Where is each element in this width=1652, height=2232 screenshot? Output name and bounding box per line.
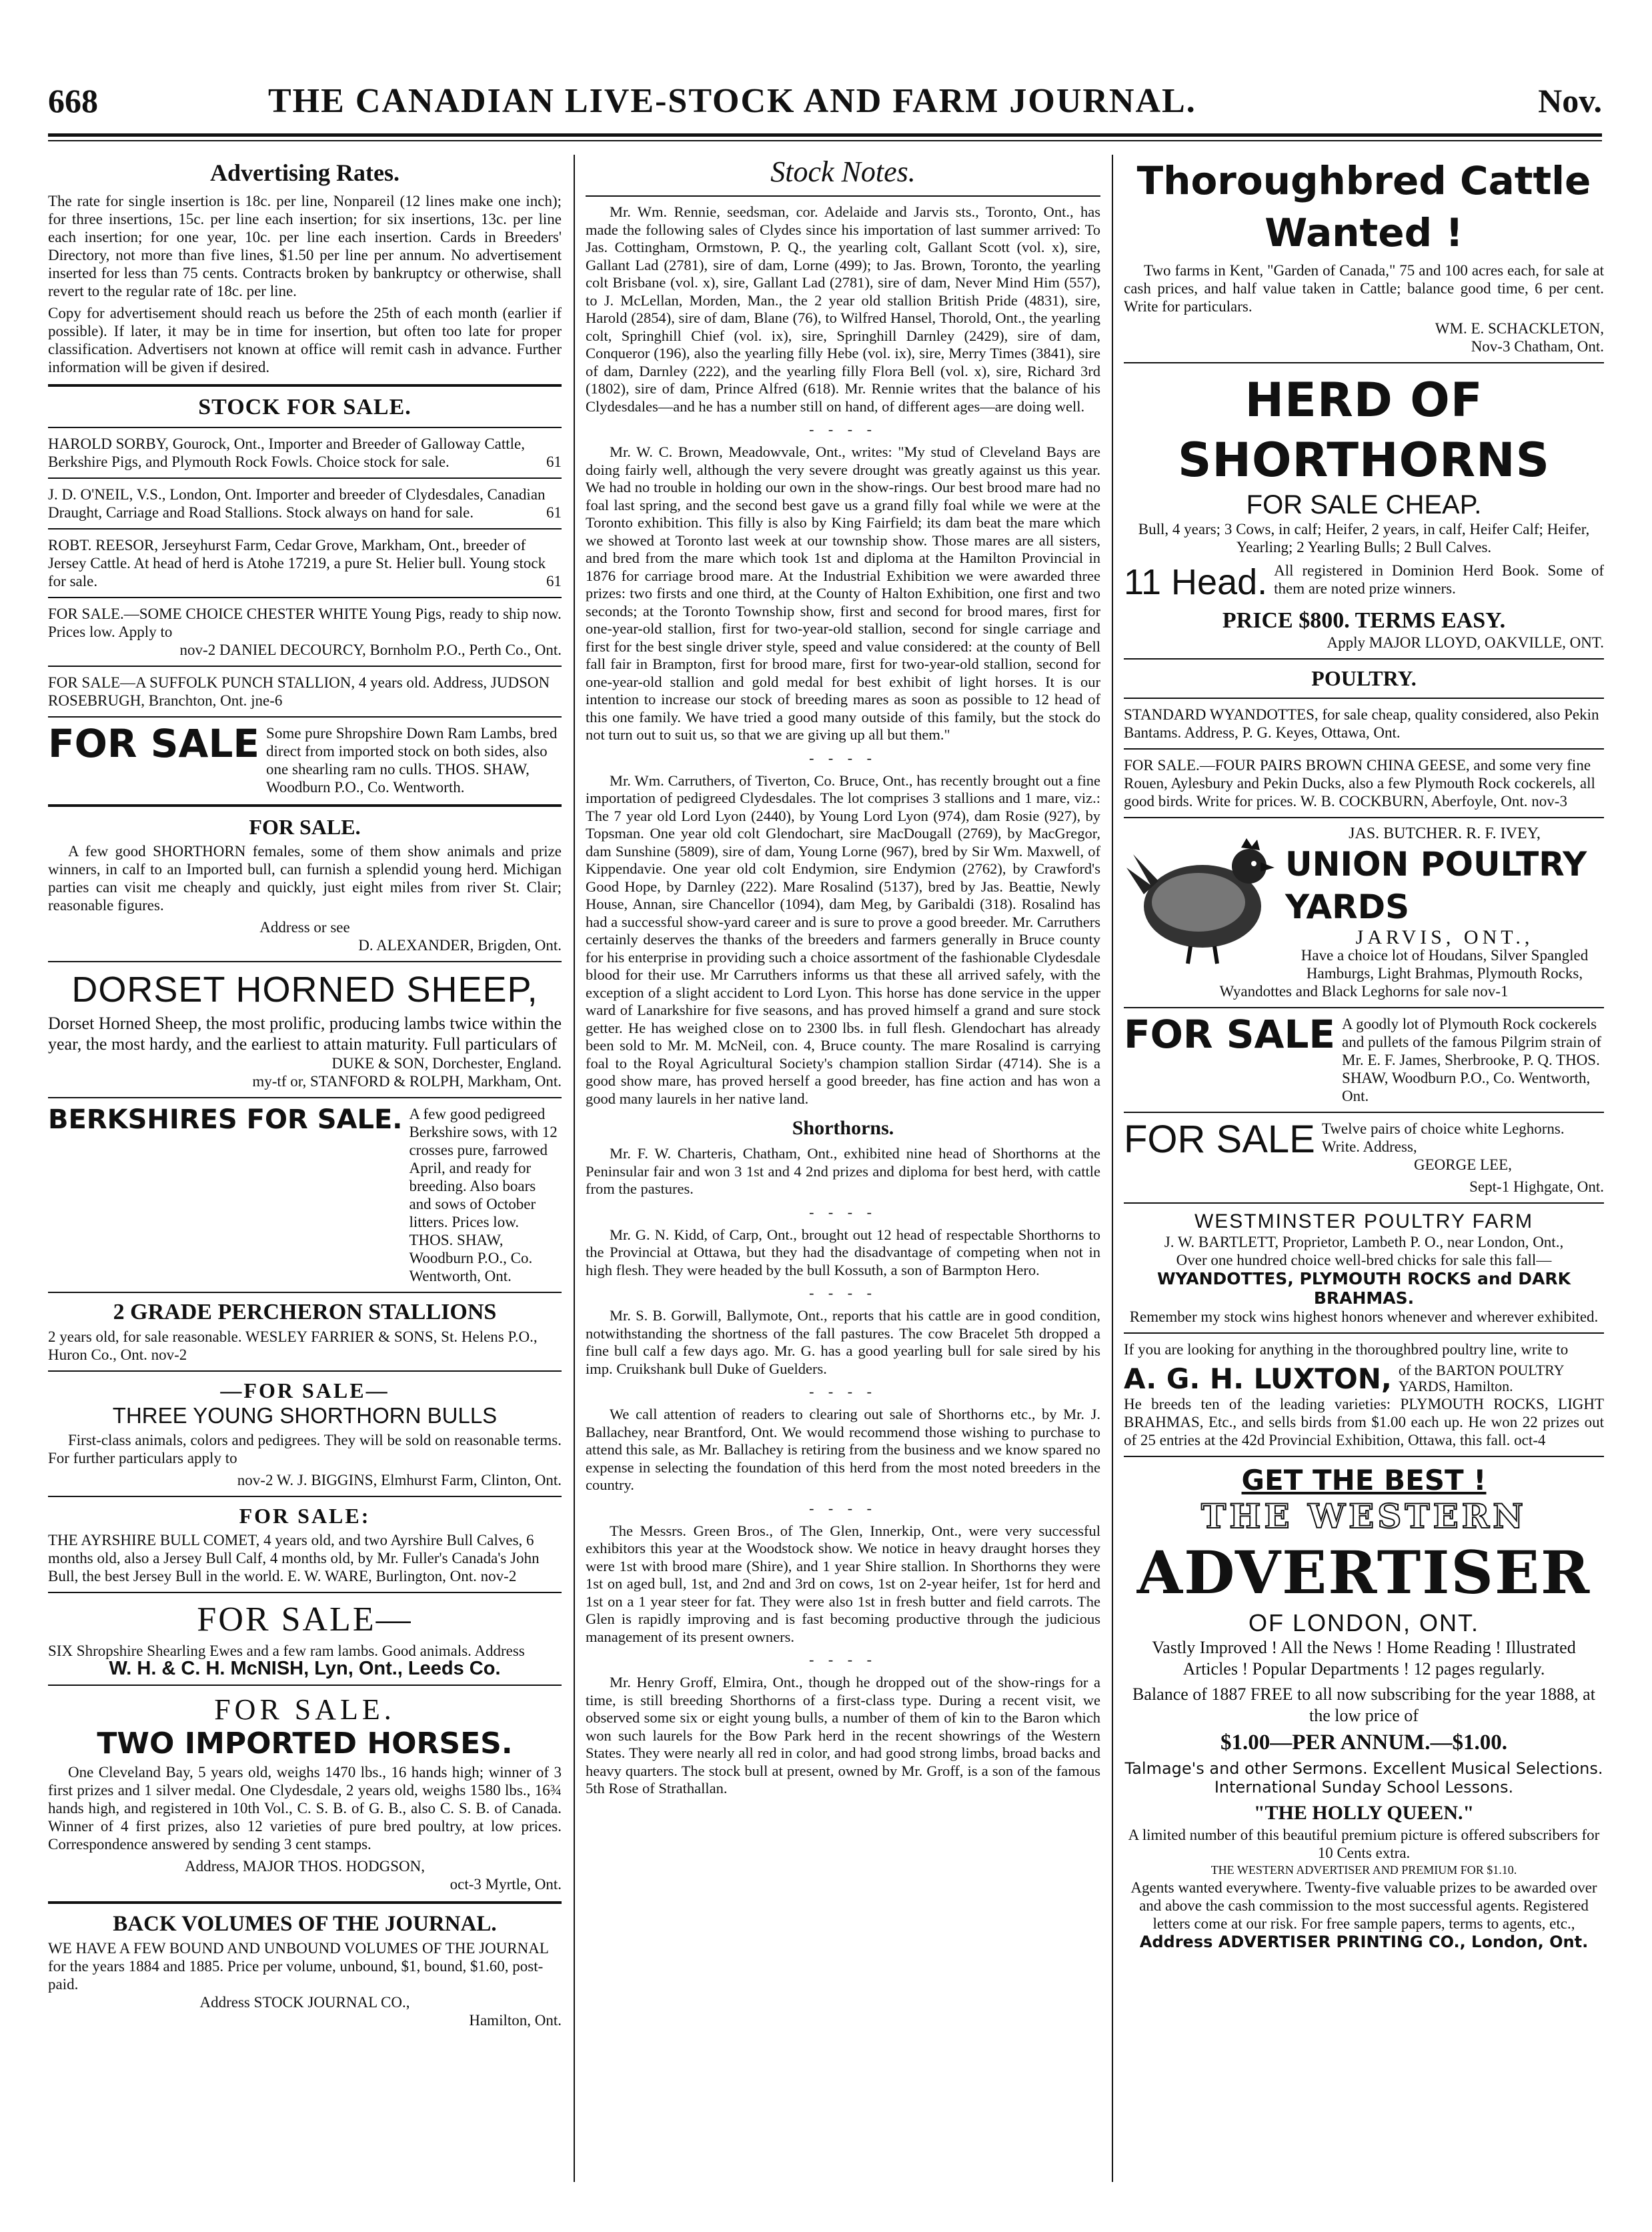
issue-month: Nov.	[1538, 82, 1602, 119]
luxton-yards: of the BARTON POULTRY YARDS, Hamilton.	[1398, 1362, 1564, 1394]
note-charteris: Mr. F. W. Charteris, Chatham, Ont., exhibited nine head of Shorthorns at the Peninsular fair and won 3 1st and 4 2nd prizes and diploma for best herd, with cattle from the pastures.	[586, 1145, 1100, 1197]
ad-berkshires: BERKSHIRES FOR SALE. A few good pedigreed Berkshire sows, with 12 crosses pure, farrowed April, and ready for breeding. Also boars and sows of October litters. Prices low. THOS. SHAW, Woodburn P.O., Co. Wentworth, Ont.	[48, 1104, 558, 1284]
ad-keyes: STANDARD WYANDOTTES, for sale cheap, quality considered, also Pekin Bantams. Address, P. G. Keyes, Ottawa, Ont.	[1124, 706, 1599, 741]
divider	[586, 195, 1100, 197]
premium-line: THE WESTERN ADVERTISER AND PREMIUM FOR $1.10.	[1210, 1863, 1517, 1877]
divider	[1124, 1007, 1604, 1008]
page-header	[48, 81, 1602, 129]
note-groff: Mr. Henry Groff, Elmira, Ont., though he dropped out of the show-rings for a time, is still breeding Shorthorns of a first-class type. During a recent visit, we observed some six or eight young bulls, a number of them of kin to the Baron which won such laurels for the Bow Park herd in the recent showrings of the Western States. They were nearly all red in color, and had good strong limbs, broad backs and heavy quarters. The stock bull at present, owned by Mr. Groff, is a son of the famous 5th Rose of Strathallan.	[586, 1674, 1100, 1797]
ad-sorby: HAROLD SORBY, Gourock, Ont., Importer and Breeder of Galloway Cattle, Berkshire Pigs, and Plymouth Rock Fowls. Choice stock for sale. 61	[48, 435, 562, 470]
note-brown: Mr. W. C. Brown, Meadowvale, Ont., writes: "My stud of Cleveland Bays are doing fairly well, although the very severe drought was greatly against us this year. We had no trouble in holding our own in the show-rings. Our best brood mare had no foal last spring, and the second best gave us a grand filly foal while we were at the Toronto exhibition. This filly is also by King Fairfield; its dam beat the mare which we showed at Toronto last week at our township show. Those mares are all sisters, and bred from the mare which took 1st and diploma at the Hamilton Provincial in 1876 for carriage brood mare. At the Industrial Exhibition we were awarded three prizes: two firsts and one third, at the County of Halton Exhibition, one first and two seconds; at the Toronto Township show, first and second for brood mares, first for one-year-old stallion, first for two-year-old stallion, second for single carriage and first for the best single driver style, speed and value considered: at the county of Bell fall fair in Brampton, first for brood mare, first for two-year-old stallion, second for one-year-old stallion and gold medal for best exhibit of light horses. It is our intention to increase our stock of breeding mares as soon as possible to 12 head of this one family. We have tried a good many outside of this family, but the stock do not turn out to suit us, so that we are giving up all but them."	[586, 443, 1100, 743]
separator: - - - -	[809, 1203, 877, 1220]
divider	[48, 1496, 562, 1497]
note-gorwill: Mr. S. B. Gorwill, Ballymote, Ont., reports that his cattle are in good condition, notwithstanding the shortness of the fall pastures. The cow Bracelet 5th dropped a fine bull calf a few days ago. Mr. G. has a good yearling bull for sale sired by his imp. Cruikshank bull Duke of Guelders.	[586, 1307, 1100, 1377]
leghorn-heading: FOR SALE	[1124, 1118, 1315, 1161]
get-the-best: GET THE BEST !	[1241, 1464, 1487, 1496]
column-divider-2	[1112, 155, 1113, 2182]
eleven-head: 11 Head.	[1124, 562, 1268, 602]
premium-text: A limited number of this beautiful premium picture is offered subscribers for 10 Cents extra.	[1128, 1827, 1600, 1861]
divider	[48, 1292, 562, 1293]
divider	[48, 961, 562, 962]
westminster-text: Over one hundred choice well-bred chicks for sale this fall—	[1176, 1252, 1552, 1268]
separator: - - - -	[809, 1651, 877, 1668]
westminster-note: Remember my stock wins highest honors whenever and wherever exhibited.	[1129, 1308, 1599, 1325]
ad-union-poultry: JAS. BUTCHER. R. F. IVEY, UNION POULTRY YARDS JARVIS, ONT., Have a choice lot of Houdans, Silver Spangled Hamburgs, Light Brahmas, Plymouth Rocks, Wyandottes and Black Leghorns for sale nov-1	[1124, 825, 1604, 1000]
berkshires-heading: BERKSHIRES FOR SALE.	[48, 1104, 403, 1135]
divider	[1124, 658, 1604, 660]
advertiser-price: $1.00—PER ANNUM.—$1.00.	[1220, 1731, 1507, 1755]
ad-ayrshire: THE AYRSHIRE BULL COMET, 4 years old, and two Ayrshire Bull Calves, 6 months old, also a Jersey Bull Calf, 4 months old, by Mr. Fuller's Canada's John Bull, the best Jersey Bull in the world. E. W. WARE, Burlington, Ont. nov-2	[48, 1532, 540, 1584]
ad-dorset: Dorset Horned Sheep, the most prolific, producing lambs twice within the year, the most hardy, and the earliest to attain maturity. Full particulars of DUKE & SON, Dorchester, England. my-tf or, STANFORD & ROLPH, Markham, Ont.	[48, 1014, 562, 1090]
note-kidd: Mr. G. N. Kidd, of Carp, Ont., brought out 12 head of respectable Shorthorns to the Provincial at Ottawa, but they had the disadvantage of competing when not in high flesh. They were headed by the bull Kossuth, a son of Barmpton Hero.	[586, 1226, 1100, 1278]
advertiser-printing: Address ADVERTISER PRINTING CO., London, Ont.	[1139, 1933, 1589, 1951]
for-sale-heading-4: FOR SALE—	[197, 1600, 413, 1638]
column-right	[1124, 155, 1604, 2205]
advertising-rates-title: Advertising Rates.	[210, 159, 399, 186]
three-bulls-heading: THREE YOUNG SHORTHORN BULLS	[112, 1403, 498, 1428]
hen-illustration-icon	[1124, 828, 1277, 968]
separator: - - - -	[809, 421, 877, 437]
ad-percheron: 2 years old, for sale reasonable. WESLEY FARRIER & SONS, St. Helens P.O., Huron Co., Ont. nov-2	[48, 1328, 538, 1363]
divider	[48, 477, 562, 479]
divider	[48, 1370, 562, 1372]
divider	[48, 804, 562, 807]
westminster-proprietor: J. W. BARTLETT, Proprietor, Lambeth P. O., near London, Ont.,	[1164, 1234, 1564, 1250]
divider	[48, 528, 562, 529]
ad-thoroughbred: Two farms in Kent, "Garden of Canada," 75 and 100 acres each, for sale at cash prices, and half value taken in Cattle; balance good time, 6 per cent. Write for particulars. WM. E. SCHACKLETON, Nov-3 Chatham, Ont.	[1124, 262, 1604, 355]
divider	[1124, 1332, 1604, 1334]
herd-title: HERD OF SHORTHORNS	[1177, 373, 1550, 487]
divider	[48, 716, 562, 718]
column-left	[48, 155, 562, 2205]
column-middle	[586, 155, 1100, 2205]
ad-plymouth: FOR SALE A goodly lot of Plymouth Rock cockerels and pullets of the famous Pilgrim strain of Mr. E. F. James, Sherbrooke, P. Q. THOS. SHAW, Woodburn P.O., Co. Wentworth, Ont.	[1124, 1012, 1602, 1104]
herd-subtitle: FOR SALE CHEAP.	[1246, 490, 1482, 519]
note-ballachey: We call attention of readers to clearing out sale of Shorthorns etc., by Mr. J. Ballachey, near Brantford, Ont. We would recommend those wishing to purchase to attend this sale, as Mr. Ballachey is retiring from the business and we know spared no expense in selecting the foundation of this herd from the most noted breeders in the country.	[586, 1406, 1100, 1493]
divider	[1124, 698, 1604, 699]
header-rule	[48, 133, 1602, 137]
advertiser-title: ADVERTISER	[1136, 1538, 1591, 1607]
herd-price: PRICE $800. TERMS EASY.	[1222, 608, 1506, 633]
luxton-intro: If you are looking for anything in the thoroughbred poultry line, write to	[1124, 1341, 1569, 1358]
leghorn-place: Sept-1 Highgate, Ont.	[1469, 1178, 1604, 1195]
ad-reesor: ROBT. REESOR, Jerseyhurst Farm, Cedar Grove, Markham, Ont., breeder of Jersey Cattle. At head of herd is Atohe 17219, a pure St. Helier bull. Young stock for sale. 61	[48, 537, 562, 590]
divider	[48, 1685, 562, 1686]
ad-leghorn: FOR SALE Twelve pairs of choice white Leghorns. Write. Address, GEORGE LEE,	[1124, 1118, 1565, 1173]
for-sale-heading-3: FOR SALE:	[239, 1504, 371, 1528]
divider	[48, 1901, 562, 1904]
column-divider-1	[574, 155, 575, 2182]
shorthorns-title: Shorthorns.	[792, 1117, 894, 1139]
holly-queen: "THE HOLLY QUEEN."	[1253, 1802, 1475, 1824]
luxton-name: A. G. H. LUXTON,	[1124, 1362, 1392, 1395]
divider	[48, 1097, 562, 1098]
back-volumes-title: BACK VOLUMES OF THE JOURNAL.	[113, 1912, 497, 1936]
journal-title: THE CANADIAN LIVE-STOCK AND FARM JOURNAL.	[268, 82, 1196, 120]
of-london: OF LONDON, ONT.	[1248, 1609, 1480, 1636]
herd-count-row	[1124, 562, 1604, 603]
divider	[1124, 817, 1604, 818]
for-sale-title: FOR SALE.	[249, 815, 361, 839]
divider	[1124, 1202, 1604, 1204]
note-carruthers: Mr. Wm. Carruthers, of Tiverton, Co. Bruce, Ont., has recently brought out a fine importation of pedigreed Clydesdales. The lot comprises 3 stallions and 1 mare, viz.: The 7 year old Lord Lyon (2440), by Young Lord Lyon (974), dam Rosie (927), by Topsman. One year old colt Glendochart, sire MacDougall (2769), by MacGregor, dam Sunshine (5809), sire of dam, Young Lorne (967), bred by Sir Wm. Maxwell, of Kippendavie. One year old colt Endymion, sire Endymion (2762), by Crawford's Good Hope, by Darnley (222). Mare Rosalind (5137), bred by Jas. Beattie, Newly House, Annan, sire Chancellor (1094), dam Meg, by Garibaldi (318). Rosalind has had a successful show-yard career and is sure to prove a good breeder. Mr. Carruthers certainly deserves the thanks of the breeders and farmers generally in Bruce county for his enterprise in providing such a choice assortment of the fashionable Clydesdale blood for their use. Mr Carruthers informs us that these all arrived safely, with the exception of a slight accident to Lord Lyon. This horse has done service in the upper ward of Lanarkshire for five seasons, and has proved himself a grand and sure stock getter. He has weighed close on to 2300 lbs. in full flesh. Glendochart has already been sold to Mr. M. McNeil, con. 4, Bruce county. The mare Rosalind is carrying foal to the Royal Agricultural Society's champion stallion Sirdar (4714). She is a good show mare, has proved herself a good breeder, has fine action and has won a good many laurels in her native land.	[586, 772, 1100, 1107]
stock-for-sale-title: STOCK FOR SALE.	[198, 395, 411, 419]
separator: - - - -	[809, 1284, 877, 1301]
dorset-title: DORSET HORNED SHEEP,	[71, 970, 538, 1010]
divider	[48, 597, 562, 598]
divider	[1124, 748, 1604, 750]
two-horses-heading: TWO IMPORTED HORSES.	[97, 1727, 513, 1761]
divider	[1124, 1112, 1604, 1113]
poultry-title: POULTRY.	[1311, 666, 1417, 690]
eleven-head-note: All registered in Dominion Herd Book. Some of them are noted prize winners.	[1274, 562, 1604, 597]
separator: - - - -	[809, 749, 877, 766]
ad-chester: FOR SALE.—SOME CHOICE CHESTER WHITE Young Pigs, ready to ship now. Prices low. Apply to nov-2 DANIEL DECOURCY, Bornholm P.O., Perth Co., Ont.	[48, 606, 562, 658]
note-rennie: Mr. Wm. Rennie, seedsman, cor. Adelaide and Jarvis sts., Toronto, Ont., has made the following sales of Clydes since his importation of last summer arrived: To Jas. Cottingham, Ormstown, P. Q., the yearling colt, Gallant Scott (vol. x), sire, Gallant Lad (2781), sire of dam, Lorne (499); to Jas. Brown, Toronto, the yearling colt Brisbane (vol. x), sire, Gallant Lad (2781), sire of dam, Never Mind Him (557), to J. McLellan, Morden, Man., the 2 year old stallion British Pride (4831), sire, Harold (2854), sire of dam, Blane (76), to Wilfred Hansel, Thorold, Ont., the yearling colt, Springhill Chief (vol. ix), sire, Springhill Darnley (2429), sire of dam, Conqueror (196), also the yearling filly Hebe (vol. ix), sire, Merry Times (3841), sire of dam, Darnley (222), and the yearling filly Flora Bell (vol. x), sire, Richard 3rd (1802), sire of dam, Prince Alfred (618). Mr. Rennie writes that the balance of his Clydesdales—and he has a number still on hand, of different ages—are doing well.	[586, 203, 1100, 415]
note-green-bros: The Messrs. Green Bros., of The Glen, Innerkip, Ont., were very successful exhibitors this year at the Woodstock show. We notice in heavy draught horses they were 1st with brood mare (Shire), and 1 year Shire stallion. In Shorthorns they were 1st on aged bull, 1st, and 2nd and 3rd on cows, 1st on 2-year heifer, 1st for herd and 1st on a 1 year steer for fat. They were also 1st in fresh butter and field carrots. The Glen is rapidly improving and is fast becoming productive through the judicious management of its present owners.	[586, 1522, 1100, 1645]
divider	[1124, 1456, 1604, 1457]
ad-shropshire: FOR SALE Some pure Shropshire Down Ram Lambs, bred direct from imported stock on both sides, also one shearling ram no culls. THOS. SHAW, Woodburn P.O., Co. Wentworth.	[48, 721, 558, 796]
agents-text: Agents wanted everywhere. Twenty-five valuable prizes to be awarded over and above the cash commission to the most successful agents. Registered letters come at our risk. For free sample papers, terms to agents, etc.,	[1130, 1879, 1597, 1932]
the-western: THE WESTERN	[1201, 1496, 1527, 1536]
herd-contact: Apply MAJOR LLOYD, OAKVILLE, ONT.	[1327, 634, 1604, 651]
for-sale-heading-2: —FOR SALE—	[220, 1378, 389, 1402]
divider	[48, 1592, 562, 1593]
union-title: UNION POULTRY YARDS	[1285, 845, 1587, 926]
divider	[48, 384, 562, 387]
ad-biggins: First-class animals, colors and pedigrees. They will be sold on reasonable terms. For further particulars apply to nov-2 W. J. BIGGINS, Elmhurst Farm, Clinton, Ont.	[48, 1432, 562, 1488]
divider	[48, 427, 562, 428]
percheron-title: 2 GRADE PERCHERON STALLIONS	[113, 1300, 497, 1324]
ad-suffolk: FOR SALE—A SUFFOLK PUNCH STALLION, 4 years old. Address, JUDSON ROSEBRUGH, Branchton, Ont. jne-6	[48, 674, 550, 709]
ad-geese: FOR SALE.—FOUR PAIRS BROWN CHINA GEESE, and some very fine Rouen, Aylesbury and Pekin Ducks, also a few Plymouth Rock cockerels, all good birds. Write for prices. W. B. COCKBURN, Aberfoyle, Ont. nov-3	[1124, 757, 1595, 810]
advertiser-talmage: Talmage's and other Sermons. Excellent Musical Selections. International Sunday School Lessons.	[1124, 1759, 1603, 1797]
westminster-title: WESTMINSTER POULTRY FARM	[1194, 1210, 1534, 1232]
stock-notes-title: Stock Notes.	[770, 155, 916, 188]
separator: - - - -	[809, 1383, 877, 1400]
ad-oneil: J. D. O'NEIL, V.S., London, Ont. Importer and breeder of Clydesdales, Canadian Draught, Carriage and Road Stallions. Stock always on hand for sale. 61	[48, 486, 562, 521]
separator: - - - -	[809, 1499, 877, 1516]
thoroughbred-title: Thoroughbred Cattle Wanted !	[1136, 158, 1591, 255]
divider	[1124, 362, 1604, 363]
ad-hodgson: One Cleveland Bay, 5 years old, weighs 1470 lbs., 16 hands high; winner of 3 first prizes and 1 silver medal. One Clydesdale, 2 years old, weighs 1580 lbs., 16¾ hands high, and registered in 10th Vol., C. S. B. of G. B., also C. S. B. of Canada. Winner of 4 first prizes, also 12 varieties of pure bred poultry, at low prices. Correspondence answered by sending 3 cent stamps. Address, MAJOR THOS. HODGSON, oct-3 Myrtle, Ont.	[48, 1764, 562, 1893]
ad-mcnish: SIX Shropshire Shearling Ewes and a few ram lambs. Good animals. Address W. H. & C. H. McNISH, Lyn, Ont., Leeds Co.	[48, 1642, 525, 1679]
luxton-text: He breeds ten of the leading varieties: PLYMOUTH ROCKS, LIGHT BRAHMAS, Etc., and sells birds from $1.00 each up. He won 22 prizes out of 25 entries at the 42d Provincial Exhibition, Ottawa, this fall. oct-4	[1124, 1396, 1604, 1448]
page-number: 668	[48, 82, 98, 119]
header-rule-thin	[48, 140, 1602, 141]
advertiser-improved: Vastly Improved ! All the News ! Home Reading ! Illustrated Articles ! Popular Departments ! 12 pages regularly.	[1152, 1638, 1576, 1679]
plymouth-heading: FOR SALE	[1124, 1012, 1336, 1057]
ad-back-volumes: WE HAVE A FEW BOUND AND UNBOUND VOLUMES OF THE JOURNAL for the years 1884 and 1885. Price per volume, unbound, $1, bound, $1.60, post-paid. Address STOCK JOURNAL CO., Hamilton, Ont.	[48, 1940, 562, 2029]
herd-detail: Bull, 4 years; 3 Cows, in calf; Heifer, 2 years, in calf, Heifer Calf; Heifer, Yearling; 2 Yearling Bulls; 2 Bull Calves.	[1138, 521, 1590, 555]
advertiser-balance: Balance of 1887 FREE to all now subscribing for the year 1888, at the low price of	[1132, 1685, 1595, 1725]
shropshire-heading: FOR SALE	[48, 721, 260, 766]
for-sale-heading-5: FOR SALE.	[214, 1693, 395, 1726]
advertising-rates-text-2: Copy for advertisement should reach us before the 25th of each month (earlier if possible). If later, it may be in time for insertion, but often too late for proper classification. Advertisers not known at office will remit cash in advance. Further information will be given if desired.	[48, 305, 562, 375]
westminster-breeds: WYANDOTTES, PLYMOUTH ROCKS and DARK BRAHMAS.	[1156, 1269, 1571, 1308]
ad-alexander: A few good SHORTHORN females, some of them show animals and prize winners, in calf to an Imported bull, can furnish a splendid young herd. Michigan parties can visit me cheaply and quickly, just eight miles from river St. Clair; reasonable figures. Address or see D. ALEXANDER, Brigden, Ont.	[48, 843, 562, 954]
luxton-row	[1124, 1362, 1604, 1395]
divider	[48, 666, 562, 667]
advertising-rates-text: The rate for single insertion is 18c. per line, Nonpareil (12 lines make one inch); for three insertions, 15c. per line each insertion; for six insertions, 13c. per line each insertion; for one year, 10c. per line each insertion. Cards in Breeders' Directory, not more than five lines, $1.50 per line per annum. No advertisement inserted for less than 75 cents. Contracts broken by bankruptcy or otherwise, shall revert to the regular rate of 18c. per line.	[48, 193, 562, 299]
